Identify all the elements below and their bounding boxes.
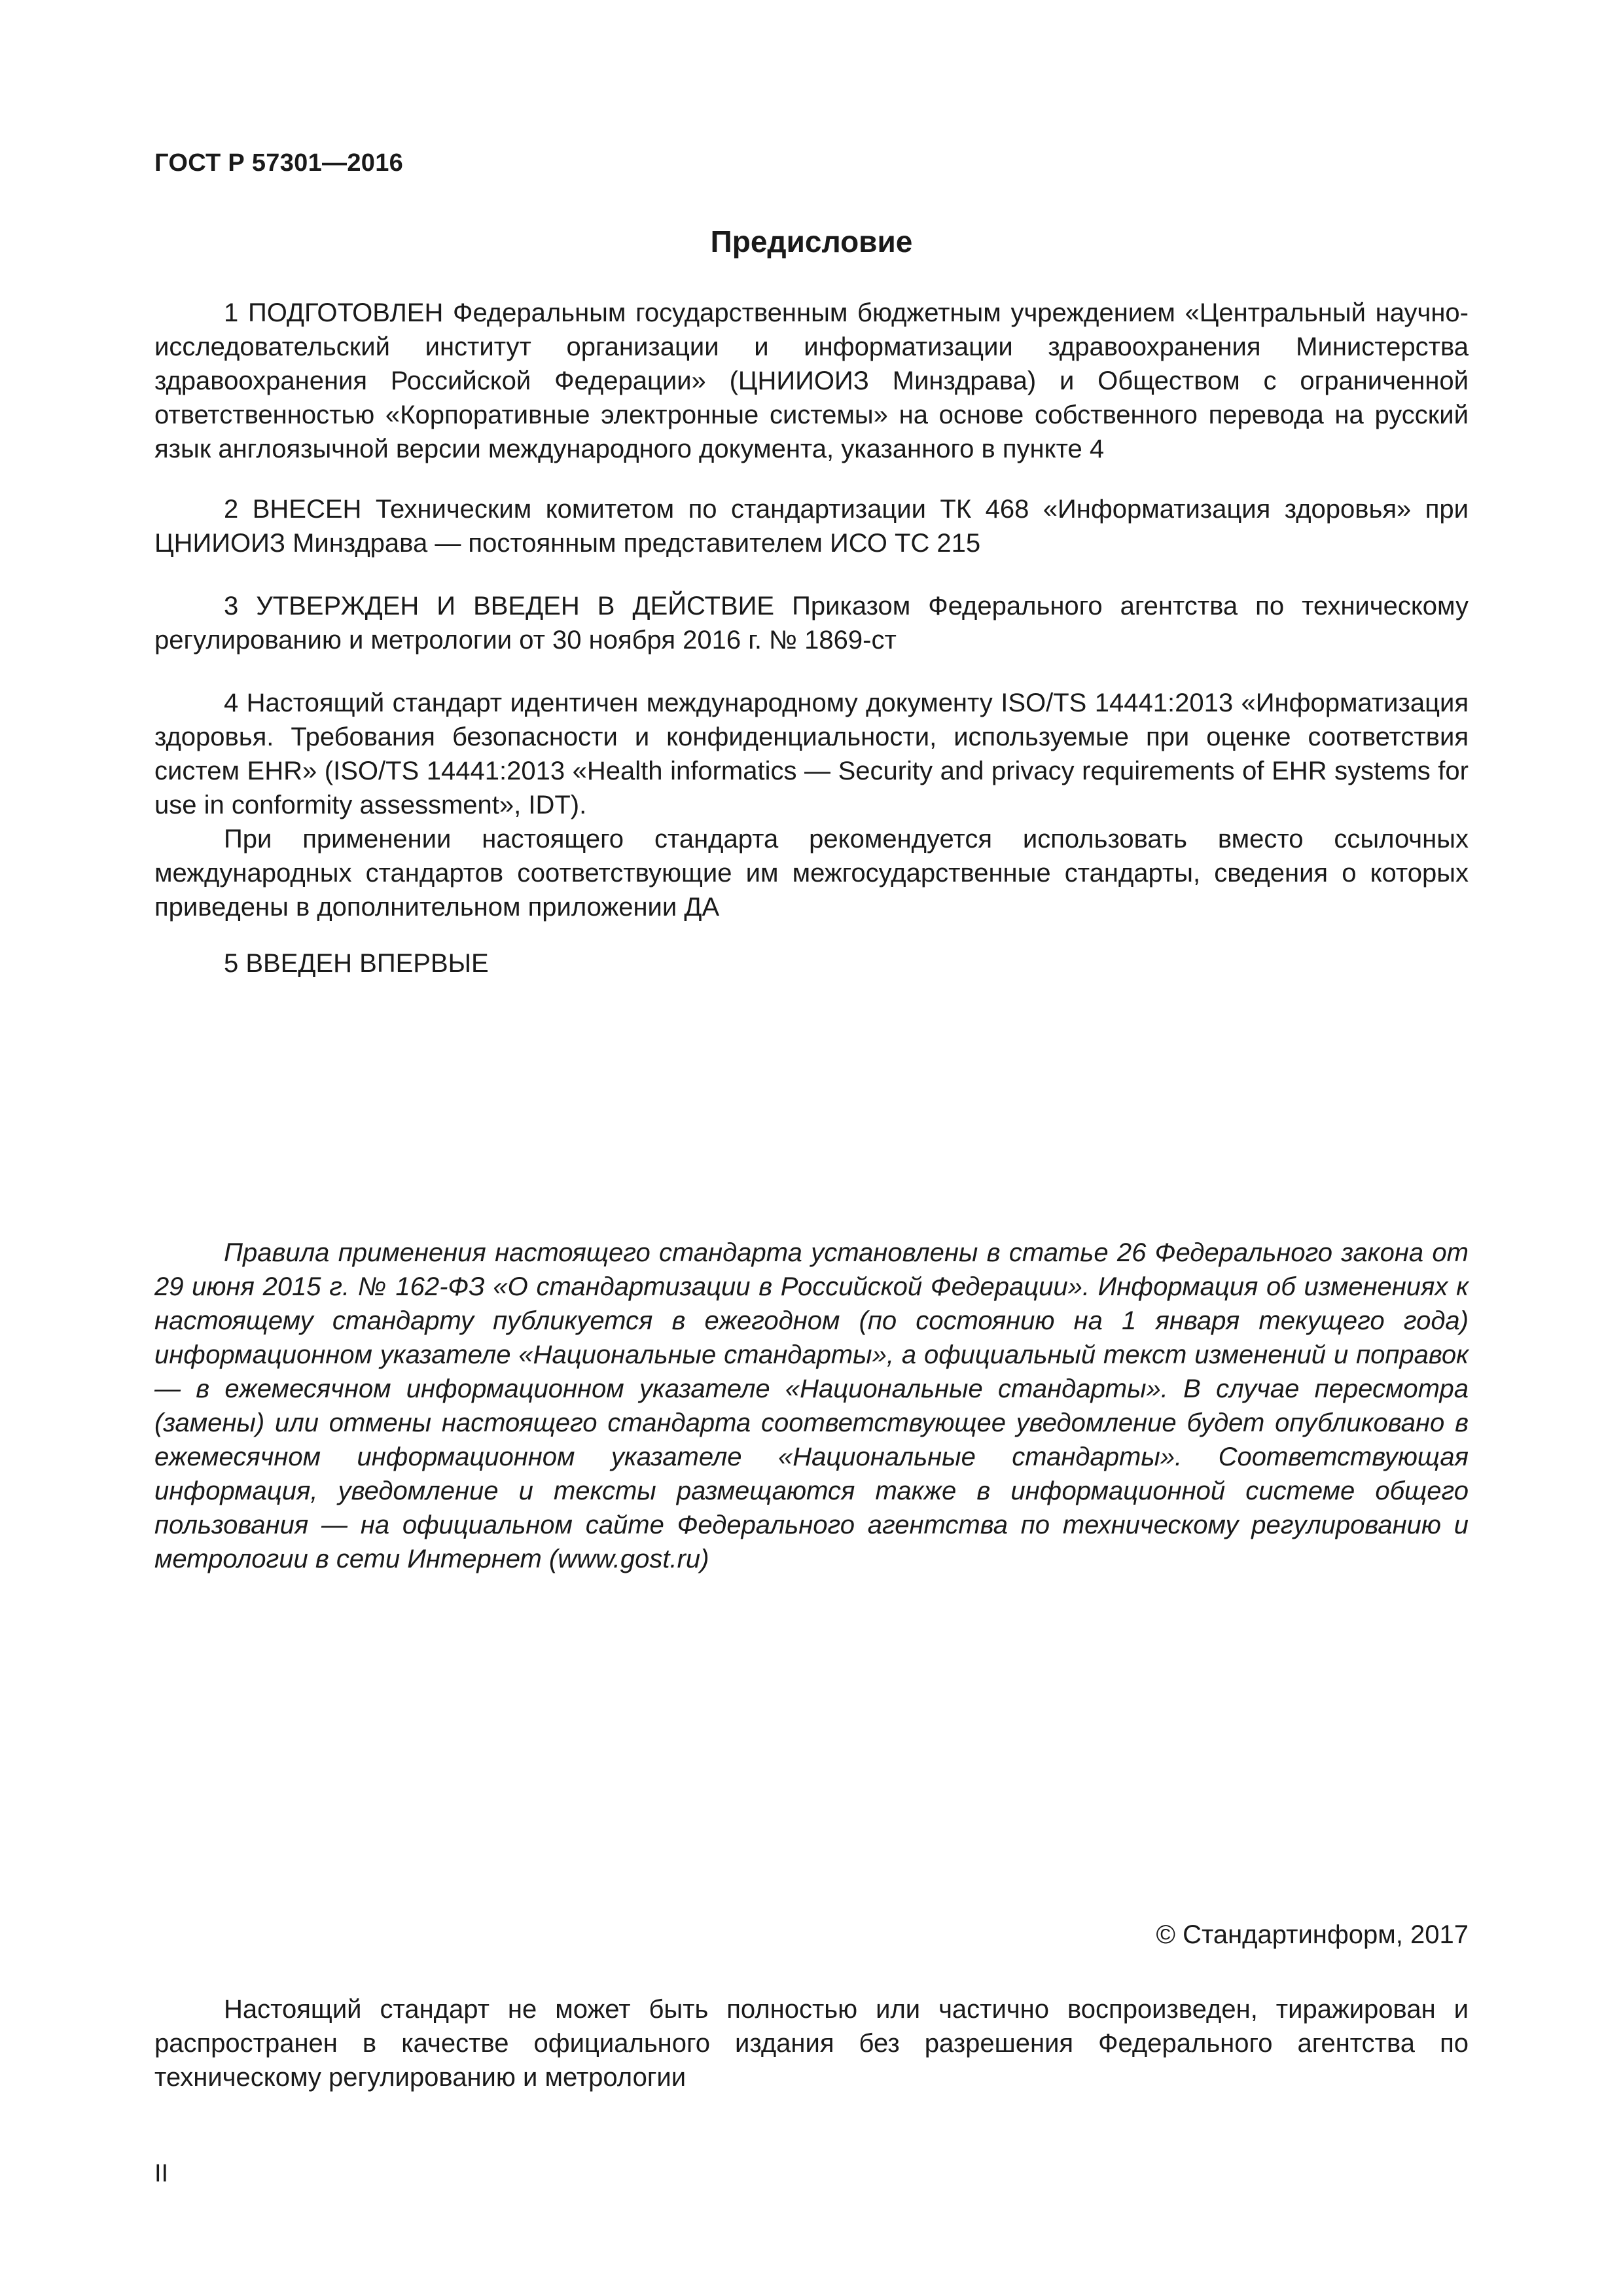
section-5-text: 5 ВВЕДЕН ВПЕРВЫЕ [224,949,489,978]
page-title: Предисловие [710,224,913,259]
section-3-text: 3 УТВЕРЖДЕН И ВВЕДЕН В ДЕЙСТВИЕ Приказом Федерального агентства по техническому регулированию и метрологии от 30 ноября 2016 г. № 1869-ст [154,592,1469,655]
rules-note [154,1236,1469,1576]
section-4 [154,686,1469,924]
page-number: II [154,2160,169,2187]
section-1-text: 1 ПОДГОТОВЛЕН Федеральным государственным бюджетным учреждением «Центральный научно-исследовательский институт организации и информатизации здравоохранения Министерства здравоохранения Российской Федерации» (ЦНИИОИЗ Минздрава) и Обществом с ограниченной ответственностью «Корпоративные электронные системы» на основе собственного перевода на русский язык англоязычной версии международного документа, указанного в пункте 4 [154,298,1469,463]
reproduction-notice [154,1992,1469,2094]
section-3 [154,589,1469,657]
section-1 [154,296,1469,466]
reproduction-notice-text: Настоящий стандарт не может быть полностью или частично воспроизведен, тиражирован и распространен в качестве официального издания без разрешения Федерального агентства по техническому регулированию и метрологии [154,1995,1469,2092]
section-4-text: 4 Настоящий стандарт идентичен международному документу ISO/TS 14441:2013 «Информатизация здоровья. Требования безопасности и конфиденциальности, используемые при оценке соответствия систем EHR» (ISO/TS 14441:2013 «Health informatics — Security and privacy requirements of EHR systems for use in conformity assessment», IDT). [154,689,1469,819]
section-2-text: 2 ВНЕСЕН Техническим комитетом по стандартизации ТК 468 «Информатизация здоровья» при ЦНИИОИЗ Минздрава — постоянным представителем ИСО ТС 215 [154,495,1469,558]
section-2 [154,492,1469,560]
document-code-header: ГОСТ Р 57301—2016 [154,149,404,177]
copyright-line: © Стандартинформ, 2017 [1156,1920,1469,1949]
section-5 [154,946,1469,980]
section-4-note: При применении настоящего стандарта рекомендуется использовать вместо ссылочных международных стандартов соответствующие им межгосударственные стандарты, сведения о которых приведены в дополнительном приложении ДА [154,825,1469,922]
rules-note-text: Правила применения настоящего стандарта установлены в статье 26 Федерального закона от 29 июня 2015 г. № 162-ФЗ «О стандартизации в Российской Федерации». Информация об изменениях к настоящему стандарту публикуется в ежегодном (по состоянию на 1 января текущего года) информационном указателе «Национальные стандарты», а официальный текст изменений и поправок — в ежемесячном информационном указателе «Национальные стандарты». В случае пересмотра (замены) или отмены настоящего стандарта соответствующее уведомление будет опубликовано в ежемесячном информационном указателе «Национальные стандарты». Соответствующая информация, уведомление и тексты размещаются также в информационной системе общего пользования — на официальном сайте Федерального агентства по техническому регулированию и метрологии в сети Интернет (www.gost.ru) [154,1238,1469,1573]
